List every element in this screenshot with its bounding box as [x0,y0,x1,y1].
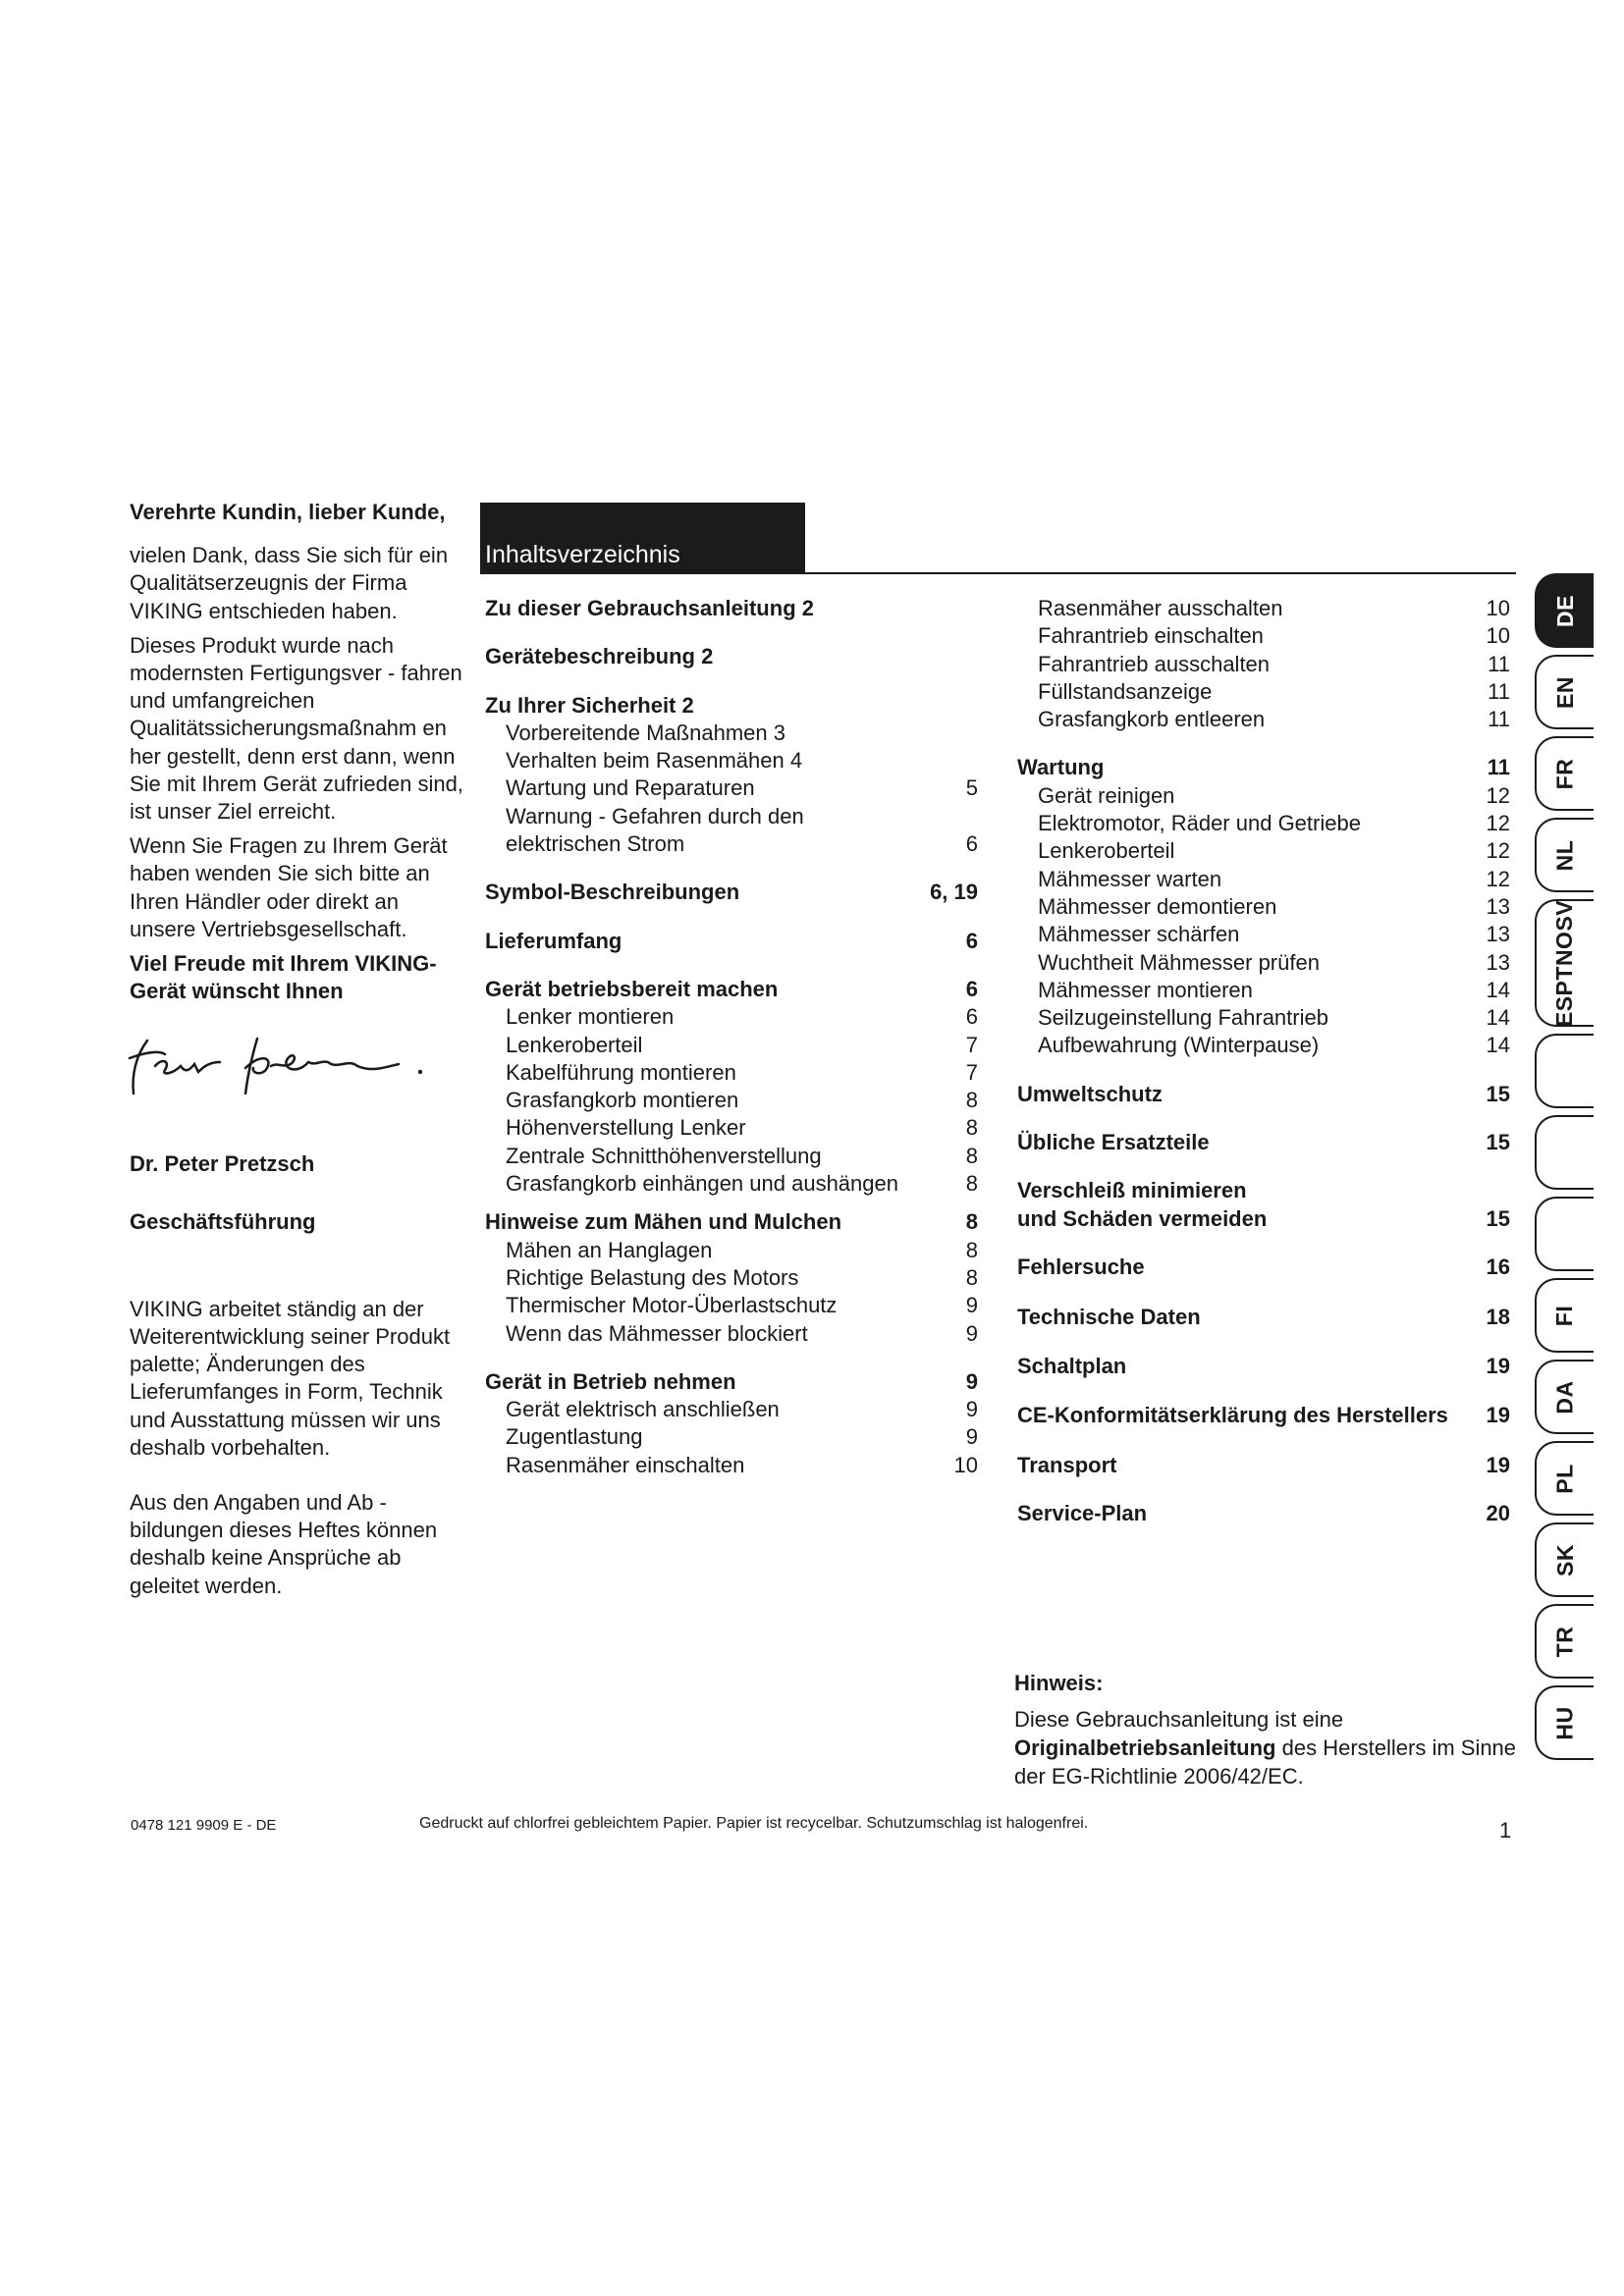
toc-entry[interactable]: Übliche Ersatzteile 15 [1017,1130,1510,1155]
letter-paragraph: vielen Dank, dass Sie sich für ein Qualitätserzeugnis der Firma VIKING entschieden haben. [130,543,449,623]
toc-entry[interactable]: Umweltschutz 15 [1017,1081,1510,1106]
letter-note: Aus den Angaben und Ab - bildungen dieses Heftes können deshalb keine Ansprüche ab geleitet werden. [130,1490,438,1598]
toc-column-2 [1017,595,1510,1528]
hint-text: Diese Gebrauchsanleitung ist eine Originalbetriebsanleitung des Herstellers im Sinne der EG-Richtlinie 2006/42/EC. [1014,1707,1517,1789]
toc-entry[interactable]: Mähmesser montieren 14 [1038,977,1510,1002]
toc-entry[interactable]: Seilzugeinstellung Fahrantrieb 14 [1038,1005,1510,1031]
toc-entry[interactable]: Gerätebeschreibung 2 [485,644,714,669]
toc-entry[interactable]: elektrischen Strom 6 [506,831,978,857]
hint-box [1014,1669,1525,1790]
toc-entry[interactable]: Richtige Belastung des Motors 8 [506,1264,978,1290]
toc-entry[interactable]: Lenker montieren 6 [506,1004,978,1030]
toc-column-1 [485,595,978,1479]
print-note: Gedruckt auf chlorfrei gebleichtem Papier. Papier ist recycelbar. Schutzumschlag ist halogenfrei. [419,1815,1089,1832]
toc-entry[interactable]: Schaltplan 19 [1017,1353,1510,1378]
toc-entry[interactable]: Gerät in Betrieb nehmen 9 [485,1368,978,1394]
language-tab-sk[interactable]: SK [1535,1522,1594,1597]
signature-image [126,1029,460,1097]
toc-entry[interactable]: Vorbereitende Maßnahmen 3 [506,720,785,745]
toc-header [480,503,805,573]
toc-entry[interactable]: Elektromotor, Räder und Getriebe 12 [1038,811,1510,836]
toc-entry[interactable]: und Schäden vermeiden 15 [1017,1205,1510,1231]
toc-entry[interactable]: Gerät betriebsbereit machen 6 [485,976,978,1001]
hint-heading: Hinweis: [1014,1671,1104,1695]
signatory-role: Geschäftsführung [130,1208,316,1234]
language-tab-da[interactable]: DA [1535,1360,1594,1434]
toc-entry[interactable]: Kabelführung montieren 7 [506,1059,978,1085]
toc-entry[interactable]: Wenn das Mähmesser blockiert 9 [506,1320,978,1346]
toc-entry[interactable]: Lieferumfang 6 [485,928,978,953]
toc-entry[interactable]: Grasfangkorb einhängen und aushängen 8 [506,1171,978,1197]
page-number: 1 [1499,1818,1512,1842]
toc-entry[interactable]: Lenkeroberteil 12 [1038,838,1510,864]
toc-title: Inhaltsverzeichnis [485,541,680,568]
letter-column [130,499,463,1600]
letter-wish: Viel Freude mit Ihrem VIKING-Gerät wünscht Ihnen [130,951,437,1004]
language-tab-tr[interactable]: TR [1535,1604,1594,1679]
toc-entry[interactable]: Lenkeroberteil 7 [506,1032,978,1057]
toc-entry[interactable]: Gerät reinigen 12 [1038,782,1510,808]
signatory-name: Dr. Peter Pretzsch [130,1151,315,1177]
toc-entry[interactable]: Fahrantrieb ausschalten 11 [1038,651,1510,676]
toc-entry[interactable]: Rasenmäher ausschalten 10 [1038,596,1510,620]
language-tab-pl[interactable]: PL [1535,1441,1594,1516]
language-tab-nl[interactable]: NL [1535,818,1594,892]
toc-entry[interactable]: Zu dieser Gebrauchsanleitung 2 [485,596,814,620]
letter-paragraph: Dieses Produkt wurde nach modernsten Fertigungsver - fahren und umfangreichen Qualitätssicherungsmaßnahm en her gestellt, denn erst dann, wenn Sie mit Ihrem Gerät zufrieden sind, ist unser Ziel erreicht. [130,632,463,825]
toc-entry[interactable]: Fehlersuche 16 [1017,1254,1510,1279]
toc-entry[interactable]: CE-Konformitätserklärung des Herstellers 19 [1017,1402,1510,1427]
toc-entry[interactable]: Technische Daten 18 [1017,1305,1510,1330]
toc-entry[interactable]: Mähmesser demontieren 13 [1038,893,1510,919]
toc-entry[interactable]: Aufbewahrung (Winterpause) 14 [1038,1033,1510,1058]
letter-note: VIKING arbeitet ständig an der Weiterentwicklung seiner Produkt palette; Änderungen des Lieferumfanges in Form, Technik und Ausstattung müssen wir uns deshalb vorbehalten. [130,1296,451,1460]
language-tab-hu[interactable]: HU [1535,1685,1594,1760]
toc-divider [480,572,1516,574]
language-tab-empty[interactable] [1535,1115,1594,1190]
toc-entry[interactable]: Mähen an Hanglagen 8 [506,1237,978,1262]
language-tabs [1535,573,1597,1767]
document-code: 0478 121 9909 E - DE [131,1817,277,1834]
toc-entry[interactable]: Transport 19 [1017,1453,1510,1478]
toc-entry[interactable]: Höhenverstellung Lenker 8 [506,1115,978,1141]
toc-entry[interactable]: Service-Plan 20 [1017,1501,1510,1526]
toc-entry[interactable]: Hinweise zum Mähen und Mulchen 8 [485,1209,978,1235]
toc-entry[interactable]: Warnung - Gefahren durch den [506,803,804,828]
toc-entry[interactable]: Verhalten beim Rasenmähen 4 [506,748,803,774]
toc-entry[interactable]: Wuchtheit Mähmesser prüfen 13 [1038,949,1510,975]
toc-entry[interactable]: Zugentlastung 9 [506,1424,978,1450]
toc-entry[interactable]: Thermischer Motor-Überlastschutz 9 [506,1293,978,1318]
toc-entry[interactable]: Füllstandsanzeige 11 [1038,678,1510,704]
toc-entry[interactable]: Rasenmäher einschalten 10 [506,1452,978,1477]
toc-entry[interactable]: Grasfangkorb entleeren 11 [1038,707,1510,732]
language-tab-fr[interactable]: FR [1535,736,1594,811]
toc-entry[interactable]: Wartung 11 [1017,755,1510,780]
letter-greeting: Verehrte Kundin, lieber Kunde, [130,500,446,524]
toc-entry[interactable]: Fahrantrieb einschalten 10 [1038,623,1510,649]
toc-entry[interactable]: Wartung und Reparaturen 5 [506,775,978,801]
toc-entry[interactable]: Gerät elektrisch anschließen 9 [506,1397,978,1422]
toc-entry[interactable]: Mähmesser warten 12 [1038,866,1510,891]
toc-entry[interactable]: Zentrale Schnitthöhenverstellung 8 [506,1143,978,1168]
toc-entry[interactable]: Grasfangkorb montieren 8 [506,1088,978,1113]
language-tab-empty[interactable] [1535,1034,1594,1108]
language-tab-en[interactable]: EN [1535,655,1594,729]
language-tab-de[interactable]: DE [1535,573,1594,648]
language-tab-empty[interactable] [1535,1197,1594,1271]
toc-entry[interactable]: Verschleiß minimieren [1017,1178,1247,1203]
toc-entry[interactable]: Mähmesser schärfen 13 [1038,922,1510,947]
language-tab-fi[interactable]: FI [1535,1278,1594,1353]
toc-entry[interactable]: Symbol-Beschreibungen 6, 19 [485,880,978,905]
letter-paragraph: Wenn Sie Fragen zu Ihrem Gerät haben wenden Sie sich bitte an Ihren Händler oder direkt an unsere Vertriebsgesellschaft. [130,833,448,941]
toc-entry[interactable]: Zu Ihrer Sicherheit 2 [485,692,694,718]
language-tab-es-pt-no-sv[interactable]: ESPTNOSV [1535,899,1594,1027]
